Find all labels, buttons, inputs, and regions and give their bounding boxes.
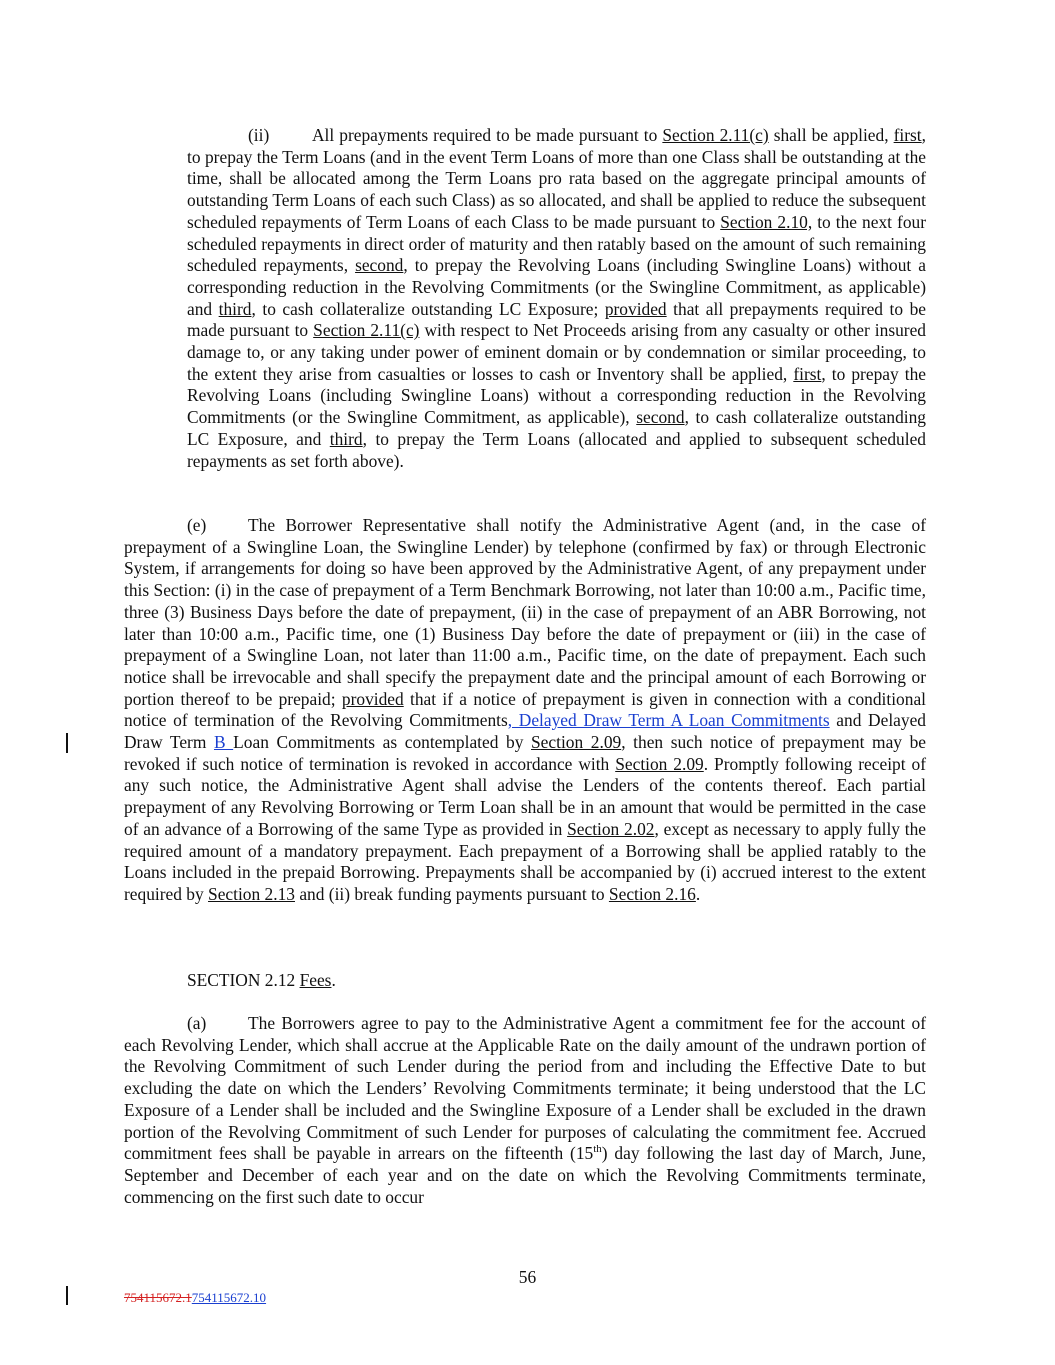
change-bar: [66, 733, 68, 753]
emphasis-term: provided: [341, 688, 404, 709]
emphasis-term: provided: [604, 298, 667, 319]
emphasis-term: third: [329, 428, 363, 449]
emphasis-term: third: [218, 298, 252, 319]
section-reference: Section 2.11(c): [662, 125, 769, 145]
deleted-doc-id: 754115672.1: [124, 1290, 192, 1305]
paragraph-ii: (ii) All prepayments required to be made pursuant to Section 2.11(c) shall be applied, first, to prepay the Term Loans (and in the event Term Loans of more than one Class shall be outstanding at the time, shall be allocated among the Term Loans pro rata based on the aggregate principal amounts of outstanding Term Loans of each such Class) as so allocated, and shall be applied to reduce the subsequent scheduled repayments of Term Loans of each Class to be made pursuant to Section 2.10, to the next four scheduled repayments in direct order of maturity and then ratably based on the amount of such remaining scheduled repayments, second, to prepay the Revolving Loans (including Swingline Loans) without a corresponding reduction in the Revolving Commitments (or the Swingline Commitment, as applicable) and third, to cash collateralize outstanding LC Exposure; provided that all prepayments required to be made pursuant to Section 2.11(c) with respect to Net Proceeds arising from any casualty or other insured damage to, or any taking under power of eminent domain or by condemnation or similar proceeding, to the extent they arise from casualties or losses to cash or Inventory shall be applied, first, to prepay the Revolving Loans (including Swingline Loans) without a corresponding reduction in the Revolving Commitments (or the Swingline Commitment, as applicable), second, to cash collateralize outstanding LC Exposure, and third, to prepay the Term Loans (allocated and applied to subsequent scheduled repayments as set forth above).: [187, 125, 926, 471]
section-reference: Section 2.02: [567, 818, 655, 839]
section-reference: Section 2.11(c): [313, 320, 420, 341]
emphasis-term: second: [355, 255, 404, 276]
clause-label: (a): [187, 1013, 207, 1033]
section-reference: Section 2.16: [608, 883, 696, 904]
change-bar: [66, 1286, 68, 1305]
emphasis-term: second: [636, 407, 685, 428]
inserted-text: , Delayed Draw Term A Loan Commitments: [507, 710, 830, 731]
inserted-text: B: [213, 732, 234, 753]
paragraph-e: (e) The Borrower Representative shall notify the Administrative Agent (and, in the case of prepayment of a Swingline Loan, the Swingline Lender) by telephone (confirmed by fax) or through Electronic System, if arrangements for doing so have been approved by the Administrative Agent, of any prepayment under this Section: (i) in the case of prepayment of a Term Benchmark Borrowing, not later than 10:00 a.m., Pacific time, three (3) Business Days before the date of prepayment, (ii) in the case of prepayment of an ABR Borrowing, not later than 10:00 a.m., Pacific time, one (1) Business Day before the date of prepayment or (iii) in the case of prepayment of a Swingline Loan, not later than 11:00 a.m., Pacific time, on the date of prepayment. Each such notice shall be irrevocable and shall specify the prepayment date and the principal amount of each Borrowing or portion thereof to be prepaid; provided that if a notice of prepayment is given in connection with a conditional notice of termination of the Revolving Commitments, Delayed Draw Term A Loan Commitments and Delayed Draw Term B Loan Commitments as contemplated by Section 2.09, then such notice of prepayment may be revoked if such notice of termination is revoked in accordance with Section 2.09. Promptly following receipt of any such notice, the Administrative Agent shall advise the Lenders of the contents thereof. Each partial prepayment of any Revolving Borrowing or Term Loan shall be in an amount that would be permitted in the case of an advance of a Borrowing of the same Type as provided in Section 2.02, except as necessary to apply fully the required amount of a mandatory prepayment. Each prepayment of a Borrowing shall be applied ratably to the Loans included in the prepaid Borrowing. Prepayments shall be accompanied by (i) accrued interest to the extent required by Section 2.13 and (ii) break funding payments pursuant to Section 2.16.: [124, 515, 926, 904]
inserted-doc-id: 754115672.10: [191, 1290, 267, 1305]
clause-label: (e): [187, 515, 207, 535]
section-reference: Section 2.10,: [720, 211, 813, 232]
emphasis-term: first: [893, 125, 922, 145]
document-id: [124, 1290, 266, 1306]
clause-label: (ii): [248, 125, 270, 145]
ordinal-suffix: th: [593, 1143, 602, 1156]
emphasis-term: first: [793, 363, 822, 384]
section-title: Fees: [299, 970, 332, 990]
section-reference: Section 2.13: [208, 883, 295, 904]
page-number: 56: [518, 1267, 537, 1287]
section-reference: Section 2.09: [615, 753, 704, 774]
section-heading: SECTION 2.12 Fees.: [187, 970, 336, 990]
paragraph-a: (a) The Borrowers agree to pay to the Administrative Agent a commitment fee for the account of each Revolving Lender, which shall accrue at the Applicable Rate on the daily amount of the undrawn portion of the Revolving Commitment of such Lender during the period from and including the Effective Date to but excluding the date on which the Lenders’ Revolving Commitments terminate; it being understood that the LC Exposure of a Lender shall be included and the Swingline Exposure of a Lender shall be excluded in the drawn portion of the Revolving Commitment of such Lender for purposes of calculating the commitment fee. Accrued commitment fees shall be payable in arrears on the fifteenth (15th) day following the last day of March, June, September and December of each year and on the date on which the Revolving Commitments terminate, commencing on the first such date to occur: [124, 1013, 926, 1207]
section-reference: Section 2.09: [531, 732, 622, 753]
